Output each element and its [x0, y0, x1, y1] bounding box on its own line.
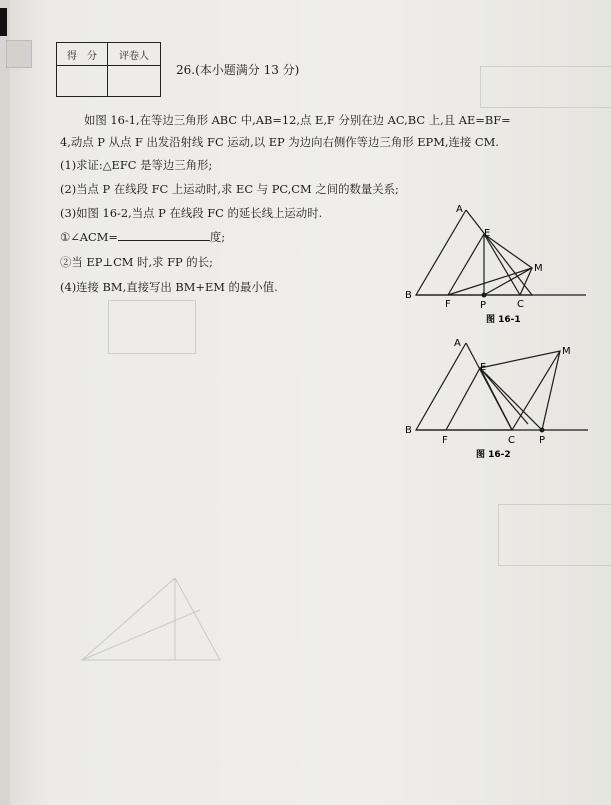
label-p: P [539, 435, 546, 446]
figure-16-2 [400, 336, 595, 464]
triangle-abc [416, 343, 512, 430]
question-header: 26.(本小题满分 13 分) [176, 63, 300, 77]
problem-intro-line2: 4,动点 P 从点 F 出发沿射线 FC 运动,以 EP 为边向右侧作等边三角形 EPM,连接 CM. [60, 135, 499, 149]
point-p-dot [540, 428, 545, 433]
score-table [56, 42, 161, 97]
figure-1-caption: 图 16-1 [486, 315, 521, 325]
question-2: (2)当点 P 在线段 FC 上运动时,求 EC 与 PC,CM 之间的数量关系; [60, 182, 399, 196]
question-3b: ②当 EP⊥CM 时,求 FP 的长; [60, 255, 213, 269]
question-3a-unit: 度; [209, 230, 226, 244]
label-e: E [484, 228, 491, 239]
figure-16-1 [400, 198, 590, 328]
bleed-through-figure [70, 570, 250, 690]
grader-cell[interactable] [108, 66, 161, 97]
problem-intro-line1: 如图 16-1,在等边三角形 ABC 中,AB=12,点 E,F 分别在边 AC,BC 上,且 AE=BF= [84, 113, 511, 127]
point-p-dot [482, 293, 487, 298]
triangle-abc [416, 210, 532, 295]
label-m: M [562, 346, 571, 357]
label-a: A [454, 338, 461, 349]
question-1: (1)求证:△EFC 是等边三角形; [60, 158, 213, 172]
bleed-through-box [108, 300, 196, 354]
label-e: E [480, 362, 487, 373]
margin-tab [6, 40, 32, 68]
score-cell[interactable] [57, 66, 108, 97]
binding-mark [0, 8, 7, 36]
label-c: C [508, 435, 515, 446]
segment-cm [512, 351, 560, 430]
score-header: 得 分 [57, 43, 108, 66]
label-f: F [445, 299, 451, 310]
label-b: B [405, 425, 412, 436]
label-p: P [480, 300, 487, 311]
bleed-through-box [480, 66, 611, 108]
label-m: M [534, 263, 543, 274]
answer-blank[interactable] [118, 230, 210, 241]
label-a: A [456, 204, 463, 215]
figure-2-caption: 图 16-2 [476, 450, 511, 460]
question-4: (4)连接 BM,直接写出 BM+EM 的最小值. [60, 280, 278, 294]
triangle-efc [446, 368, 512, 430]
grader-header: 评卷人 [108, 43, 161, 66]
question-3a-label: ①∠ACM= [60, 230, 118, 244]
question-3: (3)如图 16-2,当点 P 在线段 FC 的延长线上运动时. [60, 206, 323, 220]
bleed-through-box [498, 504, 611, 566]
question-3a [60, 229, 225, 245]
label-c: C [517, 299, 524, 310]
label-f: F [442, 435, 448, 446]
page-edge [0, 0, 10, 805]
label-b: B [405, 290, 412, 301]
